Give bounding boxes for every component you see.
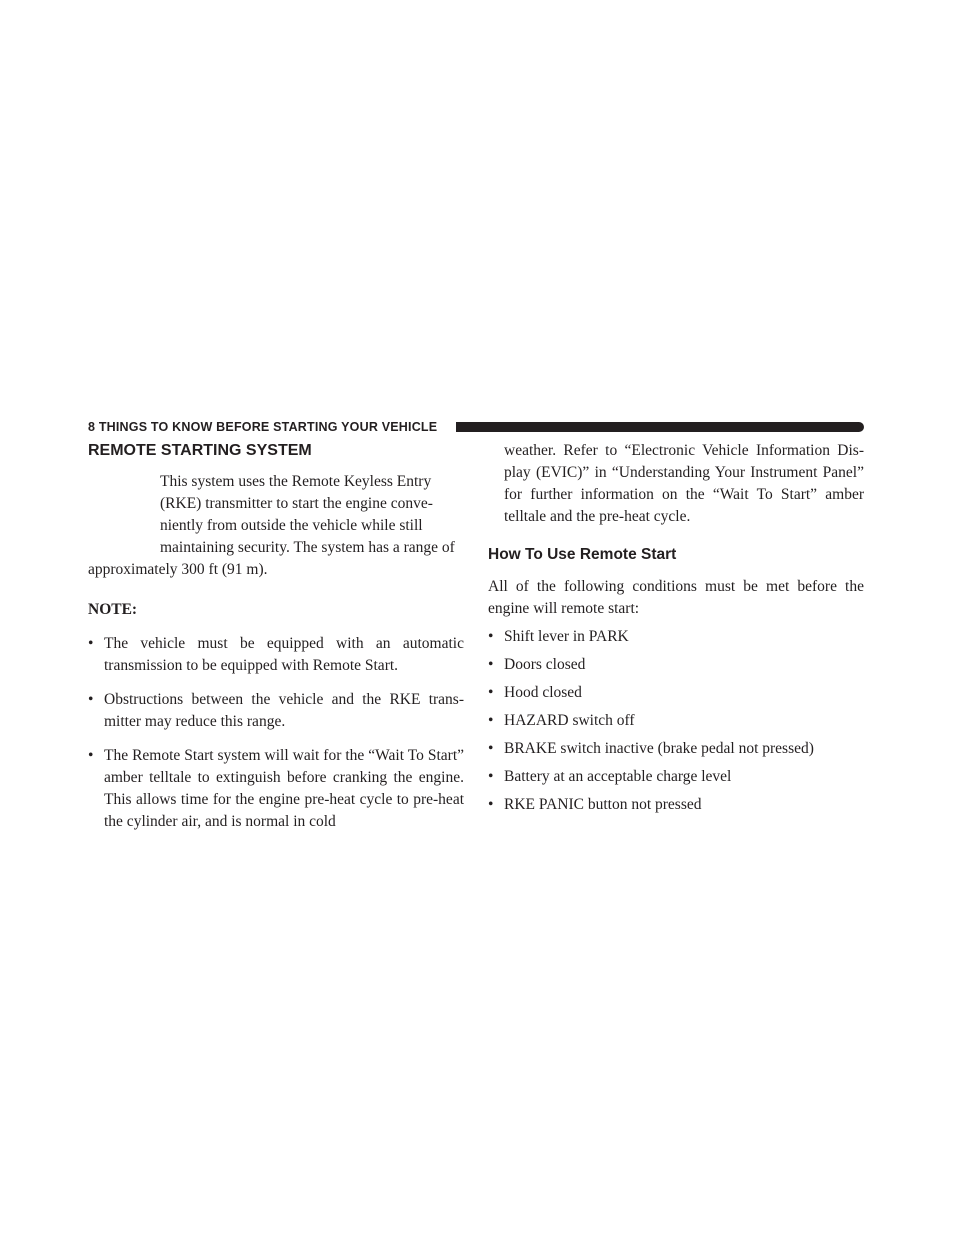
note-continued: weather. Refer to “Electronic Vehicle Information Dis- play (EVIC)” in “Understanding Your Instrument Panel” for further information on the “Wait To Start” amber telltale and the pre-heat cycle. <box>504 442 864 525</box>
note-label: NOTE: <box>88 601 138 618</box>
header-rule <box>456 422 864 432</box>
bullet-icon: • <box>488 768 494 785</box>
bullet-icon: • <box>488 740 494 757</box>
intro-line-3: niently from outside the vehicle while still <box>160 517 423 534</box>
condition-text: Doors closed <box>504 656 586 673</box>
condition-item <box>488 738 864 760</box>
bullet-icon: • <box>488 684 494 701</box>
note-item <box>88 745 464 833</box>
how-to-title: How To Use Remote Start <box>488 546 677 563</box>
left-column <box>88 440 464 833</box>
condition-text: RKE PANIC button not pressed <box>504 796 702 813</box>
intro-paragraph <box>88 471 464 581</box>
page-header-text: 8 THINGS TO KNOW BEFORE STARTING YOUR VEHICLE <box>88 420 438 434</box>
intro-line-2: (RKE) transmitter to start the engine conve- <box>160 495 433 512</box>
how-to-intro: All of the following conditions must be met before the engine will remote start: <box>488 578 864 617</box>
note-text: The Remote Start system will wait for the “Wait To Start” amber telltale to extinguish before cranking the engine. This allows time for the engine pre-heat cycle to pre-heat the cylinder air, and is normal in cold <box>104 747 464 830</box>
intro-line-4: maintaining security. The system has a range of <box>160 539 455 556</box>
intro-line-5: approximately 300 ft (91 m). <box>88 561 268 578</box>
note-item <box>88 689 464 733</box>
page-header <box>88 418 864 438</box>
bullet-icon: • <box>88 747 94 764</box>
bullet-icon: • <box>88 635 94 652</box>
condition-item <box>488 794 864 816</box>
bullet-icon: • <box>488 796 494 813</box>
condition-text: Shift lever in PARK <box>504 628 629 645</box>
note-item <box>88 633 464 677</box>
condition-item <box>488 626 864 648</box>
bullet-icon: • <box>488 628 494 645</box>
condition-text: BRAKE switch inactive (brake pedal not pressed) <box>504 740 814 757</box>
conditions-list <box>488 626 864 816</box>
note-text: The vehicle must be equipped with an automatic transmission to be equipped with Remote Start. <box>104 635 464 674</box>
condition-item <box>488 766 864 788</box>
condition-item <box>488 710 864 732</box>
bullet-icon: • <box>88 691 94 708</box>
right-column <box>488 440 864 816</box>
bullet-icon: • <box>488 712 494 729</box>
condition-item <box>488 682 864 704</box>
condition-text: HAZARD switch off <box>504 712 635 729</box>
condition-text: Battery at an acceptable charge level <box>504 768 732 785</box>
condition-item <box>488 654 864 676</box>
condition-text: Hood closed <box>504 684 582 701</box>
section-title: REMOTE STARTING SYSTEM <box>88 442 312 459</box>
intro-line-1: This system uses the Remote Keyless Entry <box>160 473 432 490</box>
note-list <box>88 633 464 833</box>
note-text: Obstructions between the vehicle and the RKE trans- mitter may reduce this range. <box>104 691 464 730</box>
bullet-icon: • <box>488 656 494 673</box>
